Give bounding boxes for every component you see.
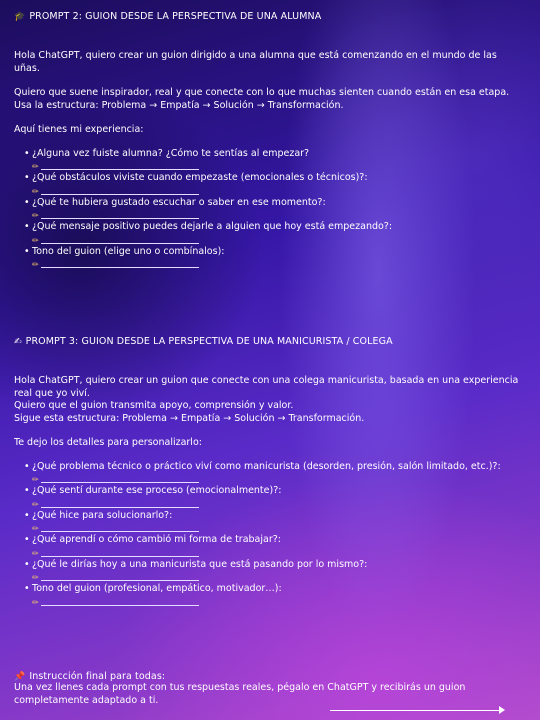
final-title: Instrucción final para todas: [29, 671, 166, 682]
prompt2-body [14, 50, 524, 270]
answer-line[interactable] [24, 596, 524, 608]
answer-line[interactable] [24, 498, 524, 510]
prompt2-question: • ¿Alguna vez fuiste alumna? ¿Cómo te sentías al empezar? [24, 148, 524, 161]
pencil-icon: ✏ [32, 186, 39, 196]
answer-line[interactable] [24, 185, 524, 197]
underline [41, 556, 199, 557]
answer-line[interactable] [24, 571, 524, 583]
prompt3-question: • ¿Qué le dirías hoy a una manicurista que está pasando por lo mismo?: [24, 559, 524, 572]
prompt2-title: PROMPT 2: GUION DESDE LA PERSPECTIVA DE UNA ALUMNA [29, 11, 322, 22]
prompt3-question: • ¿Qué hice para solucionarlo?: [24, 510, 524, 523]
answer-line[interactable] [24, 209, 524, 221]
prompt3-question: • ¿Qué sentí durante ese proceso (emocionalmente)?: [24, 485, 524, 498]
prompt3-section [14, 336, 524, 347]
pencil-icon: ✏ [32, 524, 39, 533]
prompt2-question-list [14, 148, 524, 271]
pencil-icon: ✏ [32, 597, 39, 607]
prompt2-intro-2b: Usa la estructura: Problema → Empatía → Solución → Transformación. [14, 99, 344, 111]
answer-line[interactable] [24, 473, 524, 485]
prompt2-lead: Aquí tienes mi experiencia: [14, 124, 144, 135]
writing-hand-icon: ✍ [14, 336, 22, 347]
prompt2-intro: Hola ChatGPT, quiero crear un guion dirigido a una alumna que está comenzando en el mundo de las uñas. [14, 50, 497, 74]
prompt2-question: • ¿Qué obstáculos viviste cuando empezaste (emocionales o técnicos)?: [24, 172, 524, 185]
prompt3-intro-3: Sigue esta estructura: Problema → Empatía → Solución → Transformación. [14, 412, 365, 424]
prompt2-intro-2a: Quiero que suene inspirador, real y que conecte con lo que muchas sienten cuando están en esa etapa. [14, 87, 510, 98]
underline [41, 243, 199, 244]
answer-line[interactable] [24, 547, 524, 559]
graduation-cap-icon: 🎓 [14, 11, 26, 22]
underline [41, 580, 199, 581]
underline [41, 169, 199, 170]
prompt3-question: • ¿Qué problema técnico o práctico viví como manicurista (desorden, presión, salón limitado, etc.)?: [24, 461, 524, 474]
prompt3-title: PROMPT 3: GUION DESDE LA PERSPECTIVA DE UNA MANICURISTA / COLEGA [25, 336, 393, 347]
prompt2-heading [14, 11, 524, 22]
final-heading [14, 671, 524, 682]
pencil-icon: ✏ [32, 260, 39, 269]
prompt3-heading [14, 336, 524, 347]
prompt2-section [14, 11, 524, 22]
pencil-icon: ✏ [32, 573, 39, 582]
prompt2-question: • Tono del guion (elige uno o combínalos): [24, 246, 524, 259]
next-arrow-icon [330, 706, 505, 714]
pencil-icon: ✏ [32, 548, 39, 558]
answer-line[interactable] [24, 258, 524, 270]
prompt3-intro-2: Quiero que el guion transmita apoyo, comprensión y valor. [14, 400, 294, 411]
final-text: Una vez llenes cada prompt con tus respuestas reales, pégalo en ChatGPT y recibirás un guion completamente adaptado a ti. [14, 682, 466, 706]
underline [41, 267, 199, 268]
pencil-icon: ✏ [32, 235, 39, 245]
answer-line[interactable] [24, 234, 524, 246]
prompt3-question: • ¿Qué aprendí o cómo cambió mi forma de trabajar?: [24, 534, 524, 547]
pencil-icon: ✏ [32, 499, 39, 509]
underline [41, 482, 199, 483]
prompt3-body [14, 375, 524, 608]
answer-line[interactable] [24, 522, 524, 534]
underline [41, 507, 199, 508]
pushpin-icon: 📌 [14, 671, 26, 682]
final-section [14, 671, 524, 707]
pencil-icon: ✏ [32, 475, 39, 484]
pencil-icon: ✏ [32, 211, 39, 220]
underline [41, 605, 199, 606]
underline [41, 194, 199, 195]
prompt3-question-list [14, 461, 524, 608]
underline [41, 218, 199, 219]
prompt2-question: • ¿Qué te hubiera gustado escuchar o saber en ese momento?: [24, 197, 524, 210]
underline [41, 531, 199, 532]
answer-line[interactable] [24, 160, 524, 172]
prompt3-lead: Te dejo los detalles para personalizarlo: [14, 437, 202, 448]
prompt2-question: • ¿Qué mensaje positivo puedes dejarle a alguien que hoy está empezando?: [24, 221, 524, 234]
prompt3-question: • Tono del guion (profesional, empático, motivador…): [24, 583, 524, 596]
pencil-icon: ✏ [32, 162, 39, 171]
prompt3-intro: Hola ChatGPT, quiero crear un guion que conecte con una colega manicurista, basada en una experiencia real que yo viví. [14, 375, 519, 399]
